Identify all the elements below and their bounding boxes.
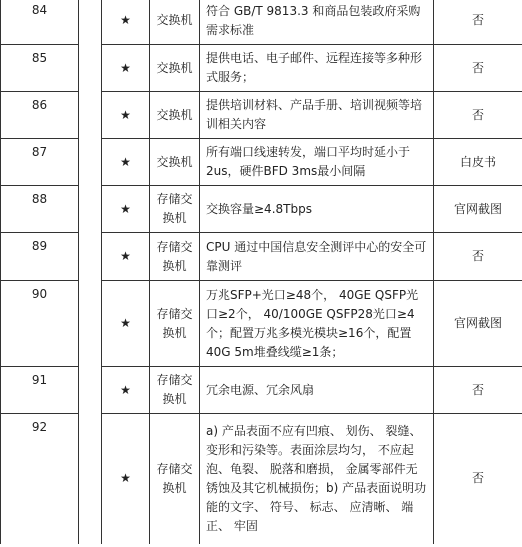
star-icon: ★ xyxy=(102,0,150,45)
requirement-cell: 所有端口线速转发，端口平均时延小于 2us，硬件BFD 3ms最小间隔 xyxy=(200,139,434,186)
spacer-cell xyxy=(79,367,102,414)
row-number: 92 xyxy=(1,414,79,544)
star-icon: ★ xyxy=(102,92,150,139)
spacer-cell xyxy=(79,281,102,367)
row-number: 90 xyxy=(1,281,79,367)
star-icon: ★ xyxy=(102,45,150,92)
category-cell: 存储交换机 xyxy=(150,233,200,281)
category-cell: 存储交换机 xyxy=(150,367,200,414)
evidence-cell: 否 xyxy=(434,92,522,139)
requirement-cell: a) 产品表面不应有凹痕、 划伤、 裂缝、变形和污染等。表面涂层均匀， 不应起泡、龟裂、 脱落和磨损， 金属零部件无锈蚀及其它机械损伤；b) 产品表面说明功能的文字、 符号、 标志、 应清晰、 端正、 牢固 xyxy=(200,414,434,544)
row-number: 86 xyxy=(1,92,79,139)
evidence-cell: 官网截图 xyxy=(434,281,522,367)
table-row xyxy=(1,414,522,544)
spacer-cell xyxy=(79,45,102,92)
table-row xyxy=(1,367,522,414)
category-cell: 交换机 xyxy=(150,0,200,45)
row-number: 88 xyxy=(1,186,79,233)
evidence-cell: 否 xyxy=(434,367,522,414)
row-number: 84 xyxy=(1,0,79,45)
category-cell: 交换机 xyxy=(150,45,200,92)
table-row xyxy=(1,186,522,233)
star-icon: ★ xyxy=(102,186,150,233)
spacer-cell xyxy=(79,0,102,45)
spacer-cell xyxy=(79,233,102,281)
table-row xyxy=(1,281,522,367)
evidence-cell: 否 xyxy=(434,233,522,281)
requirement-cell: 提供培训材料、产品手册、培训视频等培训相关内容 xyxy=(200,92,434,139)
table-row xyxy=(1,92,522,139)
category-cell: 交换机 xyxy=(150,92,200,139)
requirement-cell: CPU 通过中国信息安全测评中心的安全可靠测评 xyxy=(200,233,434,281)
category-cell: 交换机 xyxy=(150,139,200,186)
row-number: 89 xyxy=(1,233,79,281)
table-row xyxy=(1,139,522,186)
requirement-cell: 符合 GB/T 9813.3 和商品包装政府采购需求标准 xyxy=(200,0,434,45)
row-number: 91 xyxy=(1,367,79,414)
evidence-cell: 否 xyxy=(434,414,522,544)
table-row xyxy=(1,45,522,92)
row-number: 87 xyxy=(1,139,79,186)
category-cell: 存储交换机 xyxy=(150,281,200,367)
star-icon: ★ xyxy=(102,139,150,186)
table-row xyxy=(1,233,522,281)
spacer-cell xyxy=(79,139,102,186)
star-icon: ★ xyxy=(102,233,150,281)
requirement-cell: 冗余电源、冗余风扇 xyxy=(200,367,434,414)
evidence-cell: 否 xyxy=(434,0,522,45)
spacer-cell xyxy=(79,92,102,139)
table-row xyxy=(1,0,522,45)
evidence-cell: 官网截图 xyxy=(434,186,522,233)
requirement-cell: 提供电话、电子邮件、远程连接等多种形式服务； xyxy=(200,45,434,92)
evidence-cell: 白皮书 xyxy=(434,139,522,186)
star-icon: ★ xyxy=(102,414,150,544)
requirement-cell: 万兆SFP+光口≥48个， 40GE QSFP光口≥2个， 40/100GE QSFP28光口≥4个；配置万兆多模光模块≥16个，配置40G 5m堆叠线缆≥1条； xyxy=(200,281,434,367)
category-cell: 存储交换机 xyxy=(150,186,200,233)
spacer-cell xyxy=(79,186,102,233)
star-icon: ★ xyxy=(102,281,150,367)
spacer-cell xyxy=(79,414,102,544)
star-icon: ★ xyxy=(102,367,150,414)
category-cell: 存储交换机 xyxy=(150,414,200,544)
evidence-cell: 否 xyxy=(434,45,522,92)
table-body xyxy=(1,0,522,544)
requirement-cell: 交换容量≥4.8Tbps xyxy=(200,186,434,233)
row-number: 85 xyxy=(1,45,79,92)
